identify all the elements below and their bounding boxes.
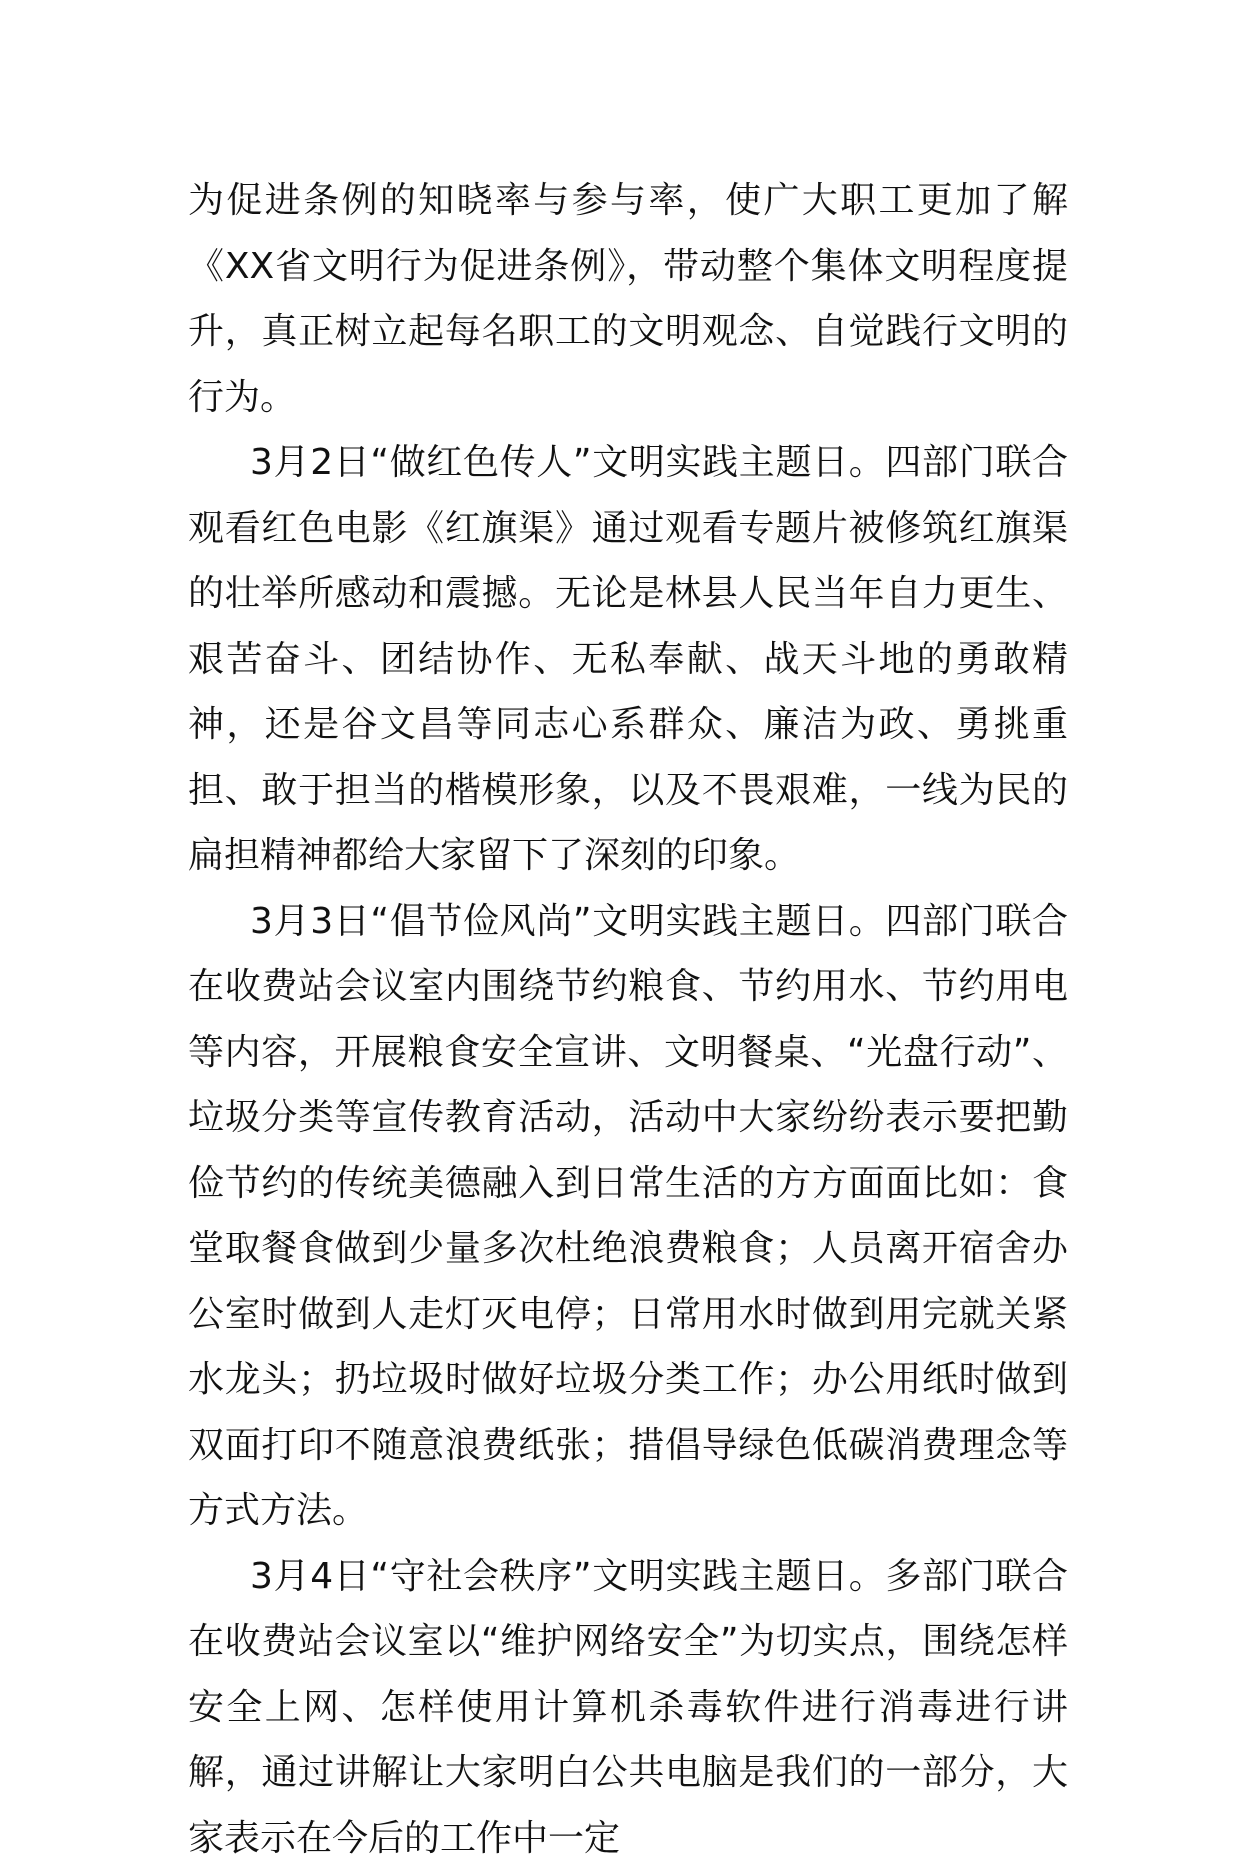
paragraph-continuation: 为促进条例的知晓率与参与率，使广大职工更加了解《XX省文明行为促进条例》，带动整个集体文明程度提升，真正树立起每名职工的文明观念、自觉践行文明的行为。	[188, 168, 1068, 430]
document-body	[188, 168, 1068, 1871]
paragraph-red-heritage-day: 3月2日“做红色传人”文明实践主题日。四部门联合观看红色电影《红旗渠》通过观看专题片被修筑红旗渠的壮举所感动和震撼。无论是林县人民当年自力更生、艰苦奋斗、团结协作、无私奉献、战天斗地的勇敢精神，还是谷文昌等同志心系群众、廉洁为政、勇挑重担、敢于担当的楷模形象，以及不畏艰难，一线为民的扁担精神都给大家留下了深刻的印象。	[188, 430, 1068, 889]
paragraph-social-order-day: 3月4日“守社会秩序”文明实践主题日。多部门联合在收费站会议室以“维护网络安全”为切实点，围绕怎样安全上网、怎样使用计算机杀毒软件进行消毒进行讲解，通过讲解让大家明白公共电脑是我们的一部分，大家表示在今后的工作中一定	[188, 1544, 1068, 1871]
paragraph-frugality-day: 3月3日“倡节俭风尚”文明实践主题日。四部门联合在收费站会议室内围绕节约粮食、节约用水、节约用电等内容，开展粮食安全宣讲、文明餐桌、“光盘行动”、垃圾分类等宣传教育活动，活动中大家纷纷表示要把勤俭节约的传统美德融入到日常生活的方方面面比如：食堂取餐食做到少量多次杜绝浪费粮食；人员离开宿舍办公室时做到人走灯灭电停；日常用水时做到用完就关紧水龙头；扔垃圾时做好垃圾分类工作；办公用纸时做到双面打印不随意浪费纸张；措倡导绿色低碳消费理念等方式方法。	[188, 889, 1068, 1544]
